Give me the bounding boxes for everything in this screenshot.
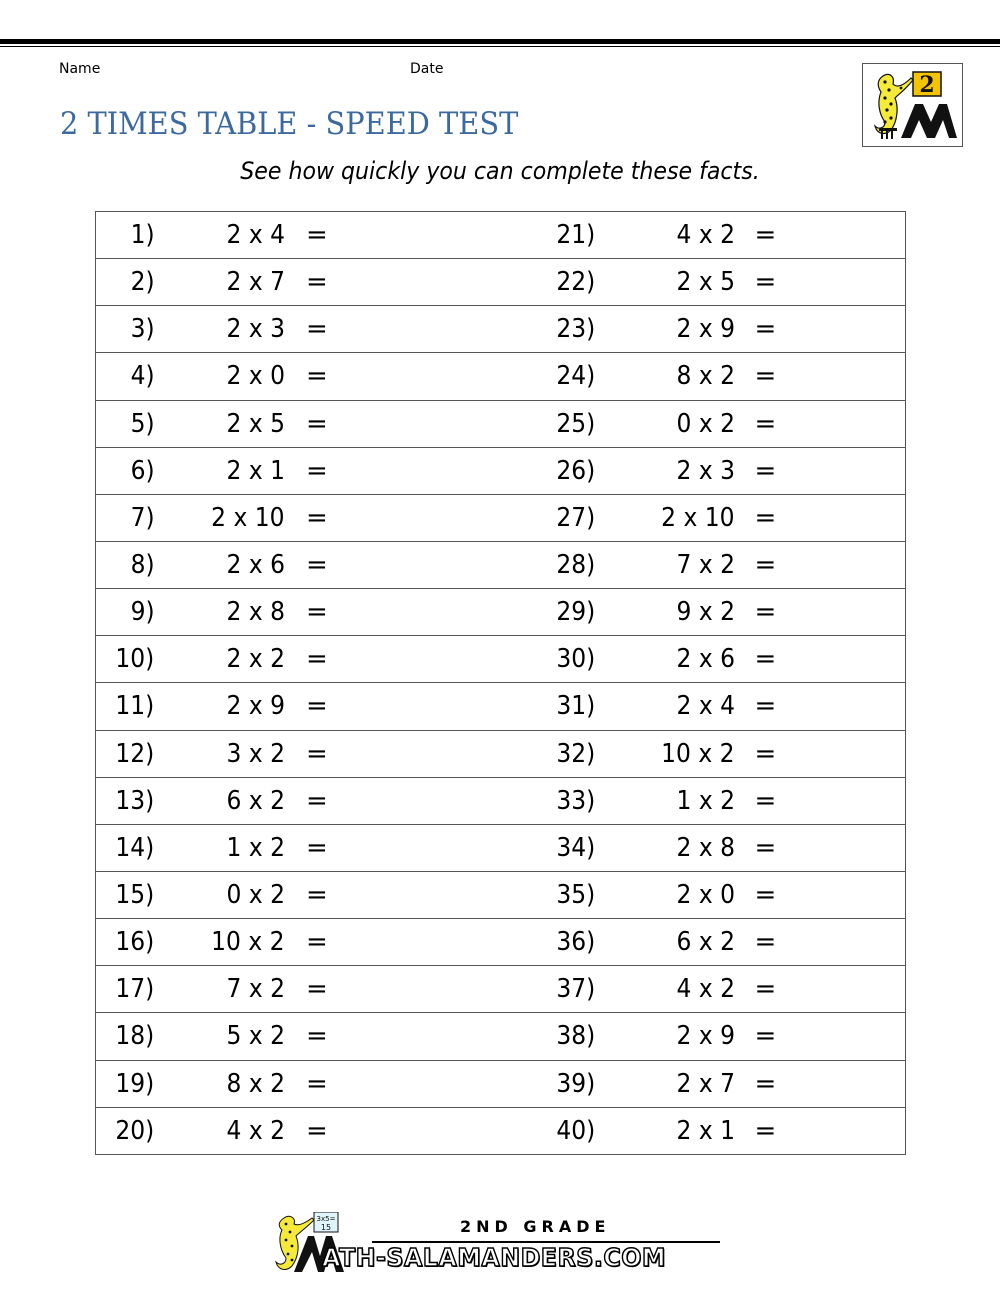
problem-expression: 8 x 2 <box>226 1068 285 1099</box>
fact-cell-left <box>96 1108 501 1154</box>
fact-cell-left <box>96 448 501 494</box>
problem-number: 25) <box>556 408 595 439</box>
problem-expression: 2 x 4 <box>226 220 285 251</box>
fact-cell-left <box>96 589 501 635</box>
equals-sign: = <box>306 455 328 486</box>
fact-cell-right <box>501 778 906 824</box>
fact-cell-right <box>501 872 906 918</box>
fact-cell-left <box>96 825 501 871</box>
problem-number: 15) <box>115 880 155 911</box>
equals-sign: = <box>306 220 328 251</box>
date-label: Date <box>410 61 444 77</box>
fact-cell-left <box>96 731 501 777</box>
problem-expression: 6 x 2 <box>676 927 735 958</box>
fact-cell-left <box>96 495 501 541</box>
fact-cell-left <box>96 1061 501 1107</box>
table-row <box>96 966 905 1013</box>
fact-cell-left <box>96 966 501 1012</box>
problem-expression: 2 x 6 <box>676 644 735 675</box>
problem-number: 19) <box>115 1068 155 1099</box>
equals-sign: = <box>754 550 777 581</box>
fact-cell-left <box>96 401 501 447</box>
facts-table <box>95 211 906 1155</box>
problem-number: 33) <box>556 785 595 816</box>
problem-number: 4) <box>130 361 155 392</box>
problem-number: 14) <box>115 832 155 863</box>
equals-sign: = <box>754 974 777 1005</box>
table-row <box>96 636 905 683</box>
equals-sign: = <box>754 597 777 628</box>
table-row <box>96 683 905 730</box>
problem-expression: 3 x 2 <box>226 738 285 769</box>
problem-expression: 10 x 2 <box>211 927 285 958</box>
equals-sign: = <box>754 502 777 533</box>
fact-cell-right <box>501 1108 906 1154</box>
table-row <box>96 731 905 778</box>
table-row <box>96 259 905 306</box>
equals-sign: = <box>306 597 328 628</box>
problem-number: 9) <box>130 597 155 628</box>
table-row <box>96 919 905 966</box>
problem-expression: 8 x 2 <box>676 361 735 392</box>
fact-cell-right <box>501 731 906 777</box>
problem-expression: 2 x 8 <box>676 832 735 863</box>
equals-sign: = <box>754 361 777 392</box>
equals-sign: = <box>306 644 328 675</box>
problem-number: 27) <box>556 502 595 533</box>
equals-sign: = <box>754 738 777 769</box>
footer-grade-text: 2ND GRADE <box>460 1217 611 1236</box>
fact-cell-left <box>96 212 501 258</box>
footer-site-name: ATH-SALAMANDERS.COM <box>322 1243 667 1272</box>
problem-expression: 0 x 2 <box>226 880 285 911</box>
problem-expression: 2 x 5 <box>226 408 285 439</box>
fact-cell-left <box>96 872 501 918</box>
problem-number: 36) <box>556 927 595 958</box>
problem-number: 31) <box>556 691 595 722</box>
equals-sign: = <box>754 408 777 439</box>
problem-number: 22) <box>556 267 595 298</box>
problem-expression: 4 x 2 <box>226 1115 285 1146</box>
equals-sign: = <box>306 832 328 863</box>
problem-expression: 2 x 9 <box>226 691 285 722</box>
problem-number: 21) <box>556 220 595 251</box>
problem-expression: 9 x 2 <box>676 597 735 628</box>
problem-number: 34) <box>556 832 595 863</box>
equals-sign: = <box>754 785 777 816</box>
problem-number: 1) <box>130 220 155 251</box>
salamander-logo-graphic <box>863 64 962 146</box>
name-label: Name <box>59 61 101 77</box>
problem-expression: 2 x 8 <box>226 597 285 628</box>
problem-number: 39) <box>556 1068 595 1099</box>
fact-cell-right <box>501 1061 906 1107</box>
equals-sign: = <box>306 738 328 769</box>
table-row <box>96 542 905 589</box>
problem-number: 35) <box>556 880 595 911</box>
equals-sign: = <box>754 267 777 298</box>
page-subtitle: See how quickly you can complete these facts. <box>240 157 760 185</box>
equals-sign: = <box>754 832 777 863</box>
table-row <box>96 589 905 636</box>
fact-cell-right <box>501 353 906 399</box>
problem-number: 30) <box>556 644 595 675</box>
equals-sign: = <box>306 1021 328 1052</box>
problem-number: 17) <box>115 974 155 1005</box>
header-rule-thin <box>0 46 1000 47</box>
fact-cell-left <box>96 259 501 305</box>
problem-expression: 2 x 3 <box>226 314 285 345</box>
problem-expression: 6 x 2 <box>226 785 285 816</box>
problem-expression: 5 x 2 <box>226 1021 285 1052</box>
fact-cell-right <box>501 1013 906 1059</box>
problem-expression: 2 x 10 <box>211 502 285 533</box>
svg-text:2: 2 <box>919 72 935 98</box>
page-title: 2 TIMES TABLE - SPEED TEST <box>60 106 519 142</box>
problem-number: 38) <box>556 1021 595 1052</box>
fact-cell-right <box>501 495 906 541</box>
equals-sign: = <box>306 927 328 958</box>
fact-cell-right <box>501 636 906 682</box>
fact-cell-right <box>501 919 906 965</box>
problem-expression: 4 x 2 <box>676 974 735 1005</box>
fact-cell-left <box>96 636 501 682</box>
equals-sign: = <box>754 927 777 958</box>
fact-cell-right <box>501 589 906 635</box>
fact-cell-right <box>501 542 906 588</box>
equals-sign: = <box>754 455 777 486</box>
problem-expression: 2 x 2 <box>226 644 285 675</box>
table-row <box>96 306 905 353</box>
fact-cell-right <box>501 306 906 352</box>
equals-sign: = <box>754 1115 777 1146</box>
table-row <box>96 212 905 259</box>
problem-number: 28) <box>556 550 595 581</box>
problem-expression: 4 x 2 <box>676 220 735 251</box>
equals-sign: = <box>306 408 328 439</box>
fact-cell-left <box>96 683 501 729</box>
fact-cell-left <box>96 353 501 399</box>
problem-expression: 2 x 7 <box>226 267 285 298</box>
fact-cell-left <box>96 778 501 824</box>
equals-sign: = <box>306 1068 328 1099</box>
problem-number: 37) <box>556 974 595 1005</box>
table-row <box>96 448 905 495</box>
equals-sign: = <box>754 220 777 251</box>
fact-cell-right <box>501 212 906 258</box>
fact-cell-left <box>96 306 501 352</box>
problem-number: 11) <box>115 691 155 722</box>
equals-sign: = <box>754 644 777 675</box>
equals-sign: = <box>306 1115 328 1146</box>
problem-expression: 7 x 2 <box>226 974 285 1005</box>
problem-expression: 2 x 0 <box>226 361 285 392</box>
problem-expression: 2 x 10 <box>661 502 735 533</box>
header-rule-thick <box>0 39 1000 44</box>
problem-number: 6) <box>130 455 155 486</box>
problem-expression: 2 x 7 <box>676 1068 735 1099</box>
problem-expression: 10 x 2 <box>661 738 735 769</box>
fact-cell-right <box>501 448 906 494</box>
equals-sign: = <box>754 691 777 722</box>
fact-cell-left <box>96 1013 501 1059</box>
equals-sign: = <box>306 267 328 298</box>
table-row <box>96 778 905 825</box>
problem-number: 26) <box>556 455 595 486</box>
table-row <box>96 353 905 400</box>
table-row <box>96 825 905 872</box>
equals-sign: = <box>306 502 328 533</box>
problem-number: 20) <box>115 1115 155 1146</box>
problem-number: 8) <box>130 550 155 581</box>
equals-sign: = <box>754 880 777 911</box>
table-row <box>96 1013 905 1060</box>
fact-cell-right <box>501 259 906 305</box>
table-row <box>96 872 905 919</box>
fact-cell-right <box>501 401 906 447</box>
problem-expression: 2 x 5 <box>676 267 735 298</box>
problem-number: 24) <box>556 361 595 392</box>
problem-expression: 2 x 0 <box>676 880 735 911</box>
problem-expression: 7 x 2 <box>676 550 735 581</box>
problem-number: 10) <box>115 644 155 675</box>
table-row <box>96 401 905 448</box>
problem-number: 40) <box>556 1115 595 1146</box>
problem-number: 16) <box>115 927 155 958</box>
problem-expression: 2 x 1 <box>676 1115 735 1146</box>
equals-sign: = <box>306 550 328 581</box>
problem-number: 32) <box>556 738 595 769</box>
salamander-logo-icon <box>862 63 963 147</box>
equals-sign: = <box>754 1021 777 1052</box>
problem-number: 2) <box>130 267 155 298</box>
equals-sign: = <box>754 314 777 345</box>
table-row <box>96 495 905 542</box>
equals-sign: = <box>306 974 328 1005</box>
problem-number: 7) <box>130 502 155 533</box>
equals-sign: = <box>754 1068 777 1099</box>
problem-number: 23) <box>556 314 595 345</box>
fact-cell-left <box>96 919 501 965</box>
problem-number: 29) <box>556 597 595 628</box>
problem-expression: 2 x 3 <box>676 455 735 486</box>
problem-expression: 2 x 6 <box>226 550 285 581</box>
equals-sign: = <box>306 361 328 392</box>
problem-number: 18) <box>115 1021 155 1052</box>
problem-expression: 2 x 9 <box>676 1021 735 1052</box>
problem-number: 12) <box>115 738 155 769</box>
problem-expression: 2 x 1 <box>226 455 285 486</box>
equals-sign: = <box>306 880 328 911</box>
problem-number: 13) <box>115 785 155 816</box>
problem-expression: 2 x 4 <box>676 691 735 722</box>
problem-number: 5) <box>130 408 155 439</box>
fact-cell-right <box>501 825 906 871</box>
problem-expression: 1 x 2 <box>226 832 285 863</box>
fact-cell-left <box>96 542 501 588</box>
equals-sign: = <box>306 691 328 722</box>
problem-expression: 1 x 2 <box>676 785 735 816</box>
equals-sign: = <box>306 314 328 345</box>
problem-expression: 2 x 9 <box>676 314 735 345</box>
table-row <box>96 1061 905 1108</box>
table-row <box>96 1108 905 1154</box>
problem-expression: 0 x 2 <box>676 408 735 439</box>
fact-cell-right <box>501 966 906 1012</box>
svg-text:3x5=: 3x5= <box>316 1215 336 1223</box>
problem-number: 3) <box>130 314 155 345</box>
equals-sign: = <box>306 785 328 816</box>
svg-text:15: 15 <box>320 1223 332 1232</box>
fact-cell-right <box>501 683 906 729</box>
